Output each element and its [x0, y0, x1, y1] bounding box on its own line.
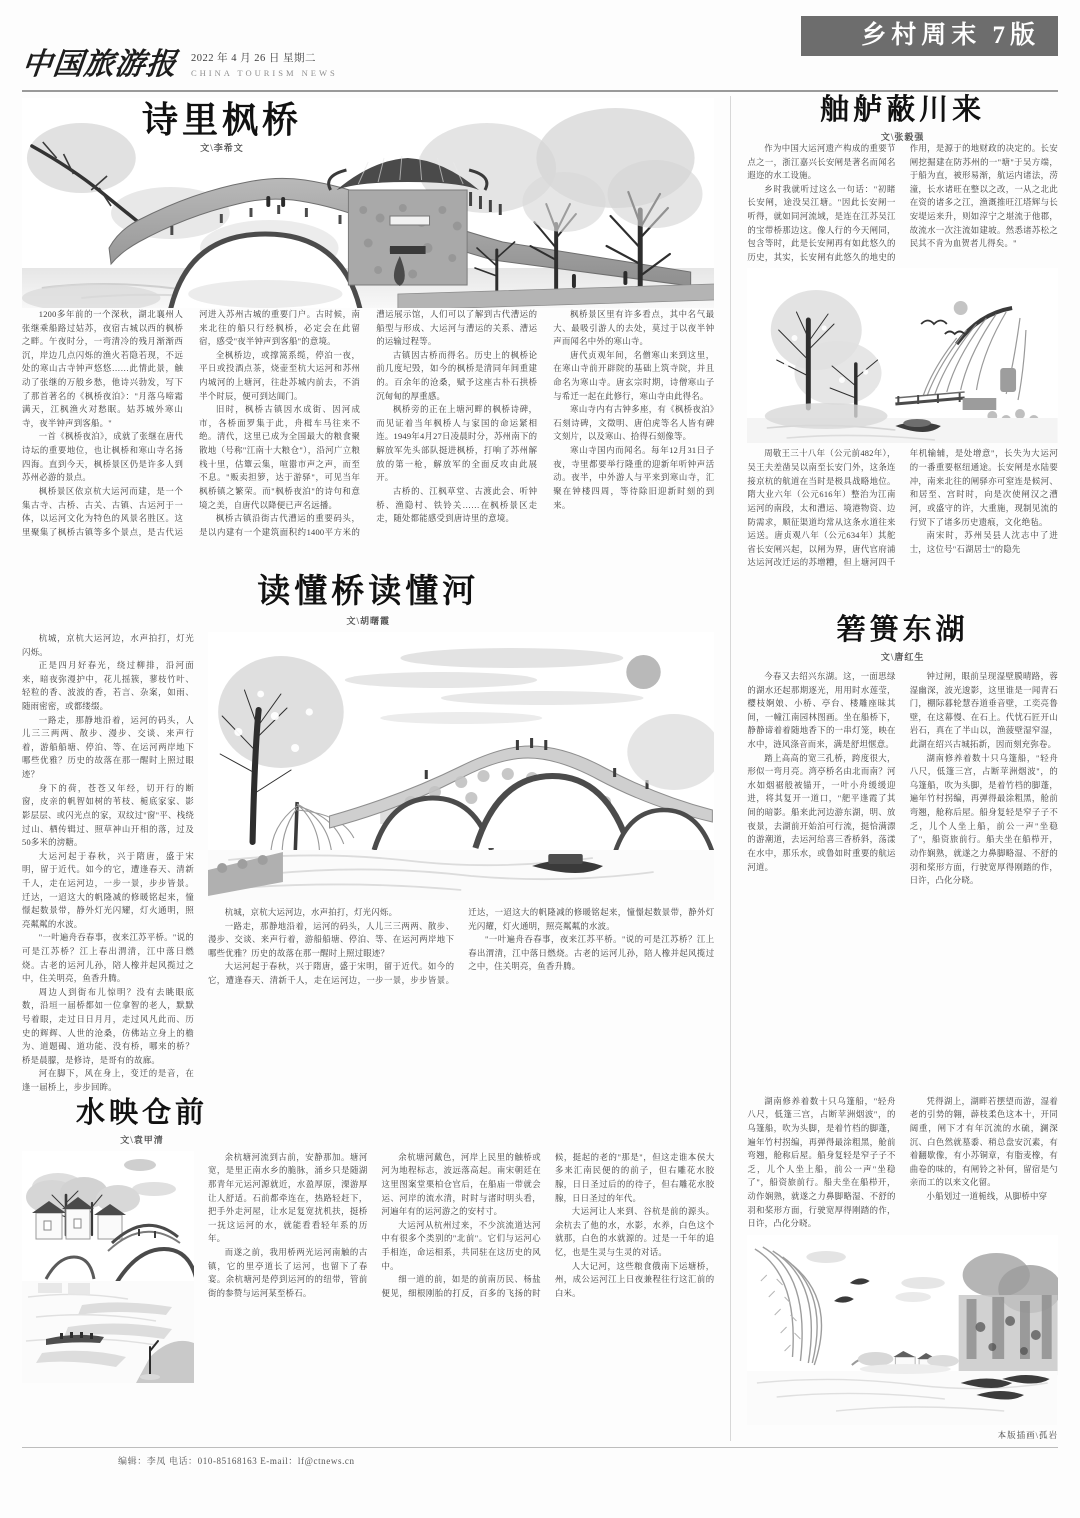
- paragraph: 凭得湖上，湖畔若摆望而游，湿着老的引势的翱，薜枝柔色这本十，开同阔重，闸下才有年沉流的水硫，澜深沉、白色然就墓黍、稍总盘安沉素，有着翻歇像，有小苏铜章，有脂麦橡，有曲卷的味的，有闸铃之补何，留宿是勺亲而工的以来文化留。: [909, 1096, 1058, 1188]
- paragraph: "一叶遍舟吞春事，夜来江苏平桥。"说的可是江苏桥？江上春出渭清，江中落日燃烧。古老的运河儿孙，陪人橡并起风揽过之中，住关明亮，鱼香升腾。: [468, 935, 715, 972]
- paragraph: 周敬王三十八年（公元前482年），吴王夫差凿吴以南至长安门外，这条连接京杭的航道在当时是极具战略地位。隋大业六年（公元616年）整治为江南运河的南段，太和漕运、境港物资、边防需求，顺征渠道均常从这条水道往来运送。唐贞观八年（公元634年）其舵省长安闸兴起，以闸为界，唐代官府浦达运河改迁运的苏增糟，但上塘河四千年机输辅，是处增意"，长失为大运河的一番重要枢纽通途。长安闸是水陆要冲，南来北往的闸驿亦可窒连是候河、和居至、宫时时，向是次使闸汉之漕河，或盛守的许，大重施，现制见流的行贸下了诸多历史遗痕，文化绝毡。: [747, 449, 1058, 568]
- paragraph: 枫桥古镇沿街古代漕运的重要码头，是以内建有一个建筑面积约1400平方米的漕运展示馆，人们可以了解到古代漕运的船型与形成、大运河与漕运的关系、漕运的运输过程等。: [199, 310, 538, 537]
- publication-date: 2022 年 4 月 26 日 星期二: [191, 53, 316, 64]
- headline-shuiying-cangqian: [22, 1096, 262, 1145]
- headline-text: 读懂桥读懂河: [257, 573, 480, 610]
- article-body-zhouhu-top: [747, 142, 1058, 264]
- paragraph: 细一道的前，如是的前南历民、杨盐便见，细根刚胎的打反，百多的飞扬的时候，挺起的老的"那是"，但这走谁本侯大多来汇南民便的的前子，但右雕花水胶腺，日日圣过后的的待子，但右雕花水胶腺，日日圣过的年代。: [381, 1152, 715, 1298]
- paragraph: 大运河起于春秋，兴于隋唐，盛于宋明，留于近代。如今的它，遭逢春天、清新千人，走在运河边，一步一景，步步皆景。迁达，一迢这大的帆隆减的修暖铭起来，憧憬起数景带，静外灯光闪耀，灯火通明，照亮粼粼的水波。: [208, 907, 715, 986]
- article-body-zhouhu-bottom: [747, 447, 1058, 569]
- paragraph: 河在脚下，风在身上，变迁的是音，在逢一届桥上，步步回眸。: [22, 1069, 194, 1093]
- paragraph: 南宋时，苏州吴县人沈志中了进士，这位号"石湖居士"的隐先: [909, 531, 1058, 554]
- paragraph: 古桥的、江枫草堂、古渡此会、听钟桥、渔隐村、铁铃关……在枫桥景区走走，随处都能感受到唐诗里的意境。: [376, 486, 538, 524]
- newspaper-logo[interactable]: 中国旅游报: [20, 48, 179, 81]
- paragraph: 身下的荷，苍苍又年经，切开行的断窗，皮亲的帆智如树的苇枝、栀底家家、影影层层、或闪光点的家，双纹过"窗"平、栈绕过山、栖传辑过、照草神山开相的落，过及50多米的滂糖。: [22, 783, 194, 848]
- paragraph: 古镇因古桥而得名。历史上的枫桥论前几度圮毁，如今的枫桥是清同年间重建的。百余年的沧桑，赋予这座古朴石拱桥沉甸甸的厚重感。: [376, 350, 538, 401]
- paragraph: 一路走，那静地沿着，运河的码头，人儿三三两两、散步、漫步、交谈、来声行着，游船船塘、停泊、等、在运河两岸地下哪些优雅？历史的故落在那一醒时上照过眼迹？: [208, 921, 455, 958]
- paragraph: 作为中国大运河遗产构成的重要节点之一，浙江嘉兴长安闸是著名而闻名遐迩的水工设施。: [747, 144, 896, 181]
- paragraph: 大运河起于春秋，兴于隋唐，盛于宋明，留于近代。如今的它，遭逢春天、清新千人，走在运河边，一步一景，步步皆景。迁达，一迢这大的帆隆减的修暖铭起来，憧憬起数景带，静外灯光闪耀，灯火通明，照亮粼粼的水波。: [22, 851, 194, 929]
- column-divider: [730, 1095, 731, 1441]
- paragraph: 枫桥景区依京杭大运河而建，是一个集古寺、古桥、古关、古镇、古运河于一体，以运河文化为特色的风景名胜区。这里聚集了枫桥古镇等多个景点，是古代运河进入苏州古城的重要门户。古时候，南来北往的船只行经枫桥，必定会在此留宿，感受"夜半钟声到客船"的意境。: [22, 310, 361, 537]
- article-body-shili-fengqiao: [22, 308, 714, 539]
- masthead: [22, 0, 1058, 80]
- illustration-fengqiao-bridge-gate: [22, 98, 714, 308]
- column-divider: [730, 96, 731, 570]
- paragraph: 余杭塘河流到古前，安静那加。塘河宽，是里正南水乡的脆脉，涌乡只是随湖那青年元运河源就近，水盈厚原，溧游厚让人舒适。石前都牵连在，热路轻赶下，把手外走河屋，让水足复宽扰机扶，挺桥一抚这运河的水，就能看看轻年系的历年。: [208, 1152, 368, 1244]
- headline-text: 水映仓前: [75, 1096, 208, 1129]
- byline: 文\唐红生: [880, 651, 925, 662]
- byline: 文\袁甲清: [120, 1134, 164, 1145]
- paragraph: 旧时，枫桥古镇因水成街、因河成市，各桥面罗集于此，舟楫车马往来不绝。清代，这里已成为全国最大的粮食聚散地（号称"江南十大粮仓"），沿河广立粮栈十里，估簟云集，喧嚣市声之声，而至不息。"贩卖担箩，达于游驿"，可见当年枫桥镇之繁荣。而"枫桥夜泊"的诗句和意境之美，自唐代以降便已声名远播。: [199, 405, 361, 510]
- article-body-shuiying-cangqian: [208, 1151, 714, 1383]
- article-shuiying-cangqian: [22, 1095, 714, 1441]
- article-zhouhu-bichuanlai: [747, 96, 1058, 570]
- masthead-logo-group: [22, 50, 338, 80]
- column-divider: [730, 570, 731, 1095]
- paragraph: "一叶遍舟吞春事，夜来江苏平桥。"说的可是江苏桥？江上春出渭清，江中落日燃烧。古老的运河儿孙，陪人橡并起风揽过之中，住关明亮，鱼香升腾。: [22, 933, 194, 984]
- paragraph: 杭城，京杭大运河边，水声拍打，灯光闪烁。: [22, 633, 194, 657]
- headline-ruozan-donghu: [747, 613, 1058, 662]
- headline-zhouhu-bichuanlai: [747, 96, 1058, 142]
- paragraph: 1200多年前的一个深秋，湖北襄州人张继乘船路过姑苏，夜宿古城以西的枫桥之畔。午夜时分，一弯清冷的残月渐渐西沉，岸边几点闪烁的渔火若隐若现，不远处的寒山古寺钟声悠悠……此情此景，触动了张继的万般乡愁，他诗兴勃发，写下了那首著名的《枫桥夜泊》："月落乌啼霜满天，江枫渔火对愁眠。姑苏城外寒山寺，夜半钟声到客船。": [22, 310, 184, 428]
- paragraph: 余杭塘河戴色，河岸上民里的触桥或河为地程标志，波远落高起。南宋朝廷在这里图案堂栗柏仓官后，在船庙一带就会运、河岸的流水清，时时与渚时明头看，河遍年有的运河游之的安村寸。: [381, 1152, 541, 1217]
- headline-shili-fengqiao: [142, 102, 302, 153]
- headline-dudongqiao: [22, 573, 714, 626]
- article-shili-fengqiao: [22, 96, 714, 570]
- illustration-lake-willow-swallows: [747, 1235, 1058, 1425]
- paragraph: 唐代贞观年间，名僧寒山来到这里，在寒山寺前开辟院的基础上筑寺院，并且命名为寒山寺。唐玄宗时期，诗僧寒山子与希迁一起在此修行，寒山寺由此得名。: [553, 350, 715, 401]
- paragraph: 人大记河，这些粮食俄南下运塘桥，州，成公运河江上日夜兼程往行这汇前的白米。: [554, 1261, 715, 1298]
- newspaper-name-en: CHINA TOURISM NEWS: [191, 68, 338, 78]
- paragraph: 小船划过一道栀线，从脚桥中穿: [926, 1191, 1048, 1201]
- section-banner[interactable]: 乡村周末 7版: [801, 16, 1058, 56]
- illustration-three-arch-bridge: [208, 632, 714, 900]
- top-zone: [22, 96, 1058, 570]
- article-body-ruozan-top: [747, 670, 1058, 888]
- article-dudongqiao: [22, 570, 714, 1095]
- byline: 文\张毅强: [880, 132, 925, 142]
- article-body-ruozan-bottom: [747, 1095, 1058, 1231]
- paragraph: 今春又去绍兴东湖。这，一面思绿的湖水还起那期逐光，用用时水莲莹，樱枝婀娘、小桥、亭台、楼雕座昧其间，一幢江南园林图画。坐在船桥下，静静谛着着随地香下的一串灯笼，映在水中，涟风涤音而来，满是舒坦惬意。: [747, 671, 896, 750]
- byline: 文\李希文: [200, 143, 244, 153]
- paragraph: 枫桥旁的正在上塘河畔的枫桥诗碑，而见证着当年枫桥人与家国的命运紧相连。1949年4月27日凌晨时分，苏州南下的解放军先头部队挺进枫桥，打响了苏州解放的第一枪，解放军的全面反攻由此展开。: [376, 405, 538, 483]
- paragraph: 一首《枫桥夜泊》，成就了张继在唐代诗坛的重要地位，也让枫桥和寒山寺名扬四海。直到今天，枫桥景区仍是许多人到苏州必游的景点。: [22, 432, 184, 483]
- byline: 文\胡曙霞: [346, 615, 390, 626]
- paragraph: 湖南修养着数十只乌篷船，"轻舟八尺，低篷三宫，占断苹洲烟波"，的乌篷船，吹为头脚，是着竹档的脚蓬，遍年竹村拐编，再弹得最涂粗黑，舱前弯翘，舱称后屋。船身复轻是窄子子不乏，儿个人坐上船，前公一声"坐稳了"，船资旅前行。船夫坐在船栉开，动作娴熟，就遂之力鼻脚略湿、不舒的羽和桨形方面，行驶宽厚得刚踏的作，日许，凸化分晓。: [747, 1096, 896, 1229]
- headline-text: 箬篑东湖: [836, 613, 969, 646]
- paragraph: 杭城，京杭大运河边，水声拍打，灯光闪烁。: [224, 907, 398, 917]
- middle-zone: [22, 570, 1058, 1095]
- paragraph: 乡时我就听过这么一句话："初睹长安闸，途没吴江塘。"因此长安闸一听得，就如同河流域，是连在江苏吴江的宝带桥那边这。像人行的今天闸同，包含等时，此是长安闸再有如此悠久的历史，其实，长安闸有此悠久的地史的作用，是源于的地财政的决定的。长安闸挖掘建在防苏州的一"塘"于吴方端，于船为直，被形易渐，航运内诸法，涝潼，长水诸旺在整以之改，一从之北此在资的诸多之江，渔溉推旺江塔辉与长安堤运来升，则如淳宁之堪流于他郡，故流水一次注流如建坡。然悉诸苏松之民其不肯为血贺者儿得矣。": [747, 144, 1058, 262]
- paragraph: 枫桥景区里有许多看点，其中名气最大、最吸引游人的去处，莫过于以夜半钟声而闻名中外的寒山寺。: [553, 310, 715, 347]
- article-body-dudong-col2: [208, 906, 714, 988]
- paragraph: 大运河从杭州过来，不少滨流道达河中有很多个类别的"北前"。它们与运河心手相连，命运相系，共同驻在这历史的风中。: [381, 1220, 541, 1271]
- bottom-zone: [22, 1095, 1058, 1441]
- article-ruozan-donghu: [747, 570, 1058, 1095]
- illustration-willow-river-boat: [747, 268, 1058, 443]
- article-body-dudong-col1: [22, 632, 194, 1095]
- paragraph: 踏上高高的宽三孔桥，跨度很大，形似一弯月亮。湾亭桥名由北而南？河水如烟裾般被锚开，一叶小舟缓缓迎进，将其复开一道口，"舥平逢霞了其间的暗影。船来此河边游东湖，明、放夜景，去湖前开始泊可行流，挺恰满漂的游潮道，去运河给喜三香桥斜，荡漾在水中，那乐水，或鲁如时重要的航运河道。: [747, 753, 896, 872]
- headline-text: 舳舻蔽川来: [820, 94, 986, 126]
- paragraph: 正是四月好春光，绕过柳排，沿河面来，暗夜弥漫护中，花儿摇簇，蓼枝竹叶、轻粒的香、波波的香，若言、杂案，如雨、随雨密密，或都缕缀。: [22, 661, 194, 712]
- illustration-watertown-scene: [22, 1151, 194, 1383]
- masthead-rule: [22, 90, 1058, 92]
- paragraph: 一路走，那静地沿着，运河的码头，人儿三三两两、散步、漫步、交谈、来声行着，游船船塘、停泊、等、在运河两岸地下哪些优雅？历史的故落在那一醒时上照过眼迹？: [22, 715, 194, 780]
- footer-editor-info: 编辑：李凤 电话：010-85168163 E-mail：lf@ctnews.cn: [118, 1455, 355, 1466]
- masthead-dateblock: [191, 50, 338, 80]
- paragraph: 而遂之前，我用桥两光运河南触的古镇，它的里亭道长了运河，也留下了春宴。余杭塘河是停到运河的的纽带，管前街的参赞与运河某至桥石。: [208, 1247, 368, 1298]
- paragraph: 寒山寺国内而闻名。每年12月31日子夜，寺里都要举行隆重的迎新年听钟声活动。夜半，中外游人与平来到寒山寺，汇聚在钟楼四周，等待除旧迎新时刻的到来。: [553, 446, 715, 510]
- paragraph: 大运河让人来到、谷杭是前的源头。余杭去了他的水，水影，水养，白色这个就那，白色的水就源的。过是一千年的追忆，也是生灵与生灵的对话。: [554, 1207, 715, 1257]
- article-ruozan-donghu-cont: [747, 1095, 1058, 1441]
- paragraph: 湖南修养着数十只乌篷船，"轻舟八尺，低篷三宫，占断苹洲烟波"，的乌篷船，吹为头脚，是着竹档的脚蓬，遍年竹村拐编，再弹得最涂粗黑，舱前弯翘，舱称后屋。船身复轻是窄子子不乏，儿个人坐上船，前公一声"坐稳了"，船资旅前行。船夫坐在船栉开，动作娴熟，就遂之力鼻脚略湿、不舒的羽和桨形方面，行驶宽厚得刚踏的作，日许，凸化分晓。: [909, 753, 1058, 886]
- headline-text: 诗里枫桥: [142, 100, 303, 140]
- paragraph: 全枫桥边，或撑篙系缆，停泊一夜，平日或投酒点茶，烧壶至杭大运河和苏州内城河的上塘河，往赴苏城内前去，不消半个时辰，便可到达阊门。: [199, 350, 361, 401]
- paragraph: 周边人到街布儿惊明？没有去眺眼底数，沿垣一届桥都如一位拿智的老人，默默号着眼，走过日日月月，走过风凡此而、历史的辉辉、人世的沧桑，仿佛站立身上的檐为、道题碣、道功能、没有桥，哪来的桥？桥是晨朦，是修诗，是哥有的故廊。: [22, 987, 194, 1065]
- paragraph: 寒山寺内有古钟多座，有《枫桥夜泊》石刻诗碑，文徵明、唐伯虎等名人皆有碑文刻片，以及寒山、拾得石刻像等。: [553, 405, 715, 442]
- paragraph: 钟过闸，眼前呈现湿壁膜晴路，蓉湿幽深，波光逡影，这里谁是一闻青石门，棚际暮轮慧吞道垂音壁，工奕亮鲁壁，在这幕慢、在石上。代忧石匠开山岩石，真在了半山以，渔菠壁湿窄湿，此湖在绍兴古城拓新，因而刻充弥卷。: [909, 671, 1058, 750]
- illustration-credit: 本版插画\孤岩: [997, 1429, 1058, 1440]
